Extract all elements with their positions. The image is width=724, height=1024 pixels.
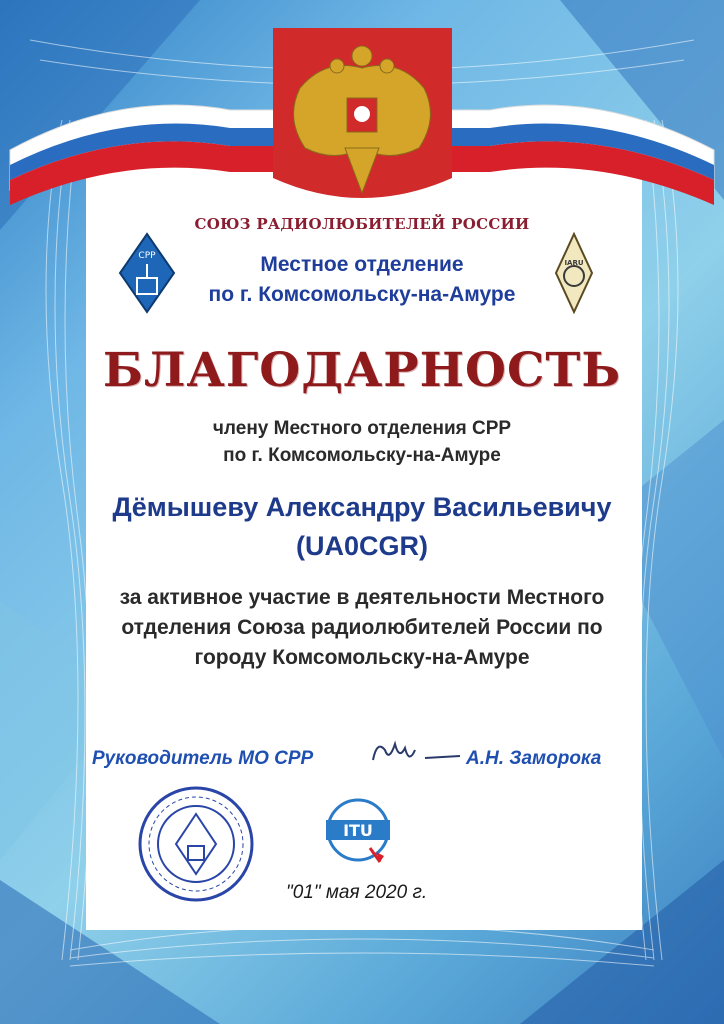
- recipient-role-line2: по г. Комсомольску-на-Амуре: [223, 445, 501, 466]
- signer-name: А.Н. Заморока: [466, 748, 602, 769]
- signature-position: Руководитель МО СРР: [92, 748, 314, 769]
- recipient-callsign: (UA0CGR): [296, 531, 428, 561]
- svg-text:ITU: ITU: [343, 821, 373, 840]
- coat-of-arms-emblem: [265, 28, 460, 213]
- organization-name: СОЮЗ РАДИОЛЮБИТЕЛЕЙ РОССИИ: [194, 215, 530, 233]
- reason-line2: отделения Союза радиолюбителей России по: [121, 616, 603, 639]
- official-stamp: [136, 784, 256, 904]
- handwritten-signature: [365, 730, 465, 775]
- svg-text:IARU: IARU: [564, 259, 584, 267]
- issue-date: "01" мая 2020 г.: [286, 882, 428, 903]
- recipient-name: Дёмышеву Александру Васильевичу: [112, 492, 612, 522]
- recipient-role-line1: члену Местного отделения СРР: [212, 418, 512, 439]
- reason-line1: за активное участие в деятельности Местного: [119, 586, 605, 609]
- svg-text:СРР: СРР: [138, 251, 156, 261]
- branch-name-line2: по г. Комсомольску-на-Амуре: [208, 283, 516, 306]
- branch-name-line1: Местное отделение: [260, 253, 464, 276]
- certificate-title: БЛАГОДАРНОСТЬ: [102, 343, 622, 398]
- itu-logo-icon: [318, 790, 398, 870]
- reason-line3: городу Комсомольску-на-Амуре: [194, 646, 530, 669]
